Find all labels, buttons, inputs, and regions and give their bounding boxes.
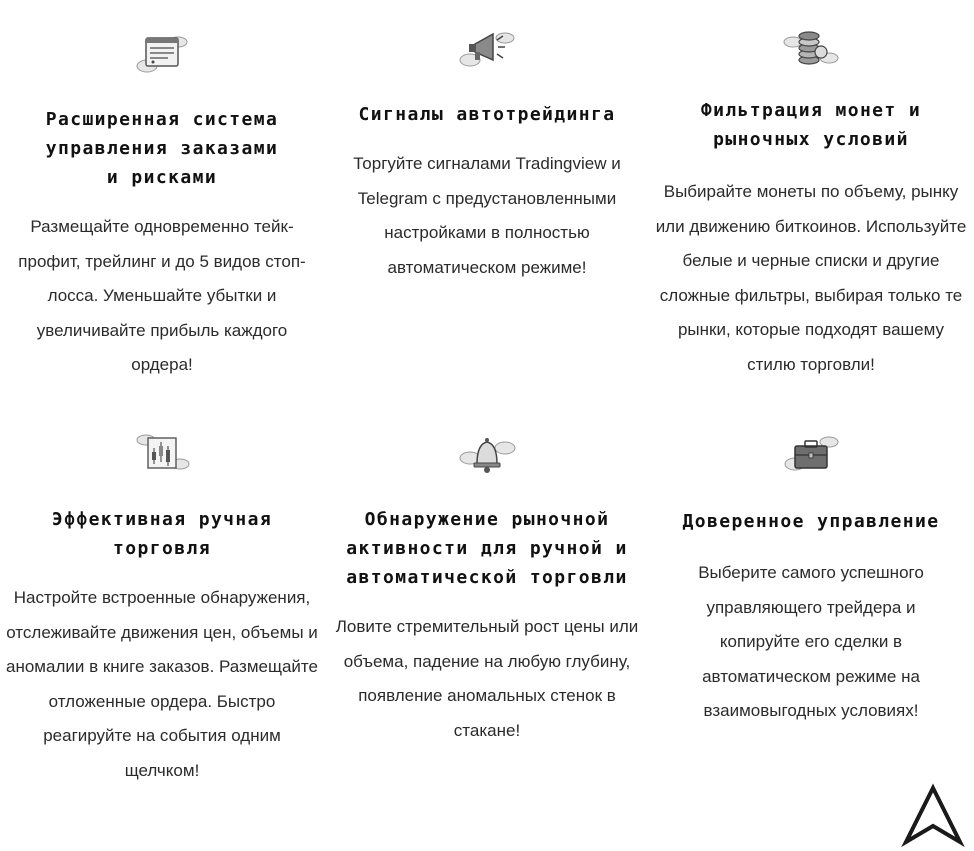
feature-description: Настройте встроенные обнаружения, отслеживайте движения цен, объемы и аномалии в книге заказов. Размещайте отложенные ордера. Быстро реагируйте на события одним щелчком!	[6, 588, 318, 780]
coins-icon	[779, 22, 843, 72]
candlestick-chart-icon	[130, 428, 194, 478]
feature-title: Доверенное управление	[682, 511, 940, 532]
bell-icon	[455, 430, 519, 480]
feature-card-market-activity	[325, 410, 649, 830]
briefcase-icon	[779, 430, 843, 480]
feature-description: Размещайте одновременно тейк-профит, трейлинг и до 5 видов стоп-лосса. Уменьшайте убытки и увеличивайте прибыль каждого ордера!	[18, 217, 306, 374]
arrow-up-icon	[900, 782, 966, 848]
feature-card-order-management	[0, 0, 324, 400]
feature-title: Эффективная ручная торговля	[51, 509, 273, 559]
feature-description: Выберите самого успешного управляющего трейдера и копируйте его сделки в автоматическом режиме на взаимовыгодных условиях!	[698, 563, 924, 720]
feature-title: Сигналы автотрейдинга	[358, 104, 616, 125]
feature-card-coin-filtering	[649, 0, 973, 400]
feature-title: Обнаружение рыночной активности для ручной и автоматической торговли	[346, 509, 628, 588]
feature-card-trusted-management	[649, 410, 973, 830]
feature-title: Расширенная система управления заказами и рисками	[45, 109, 279, 188]
feature-card-autotrading-signals	[325, 0, 649, 400]
feature-title: Фильтрация монет и рыночных условий	[700, 100, 922, 150]
feature-card-manual-trading	[0, 410, 324, 830]
megaphone-icon	[455, 24, 519, 74]
scroll-to-top-button[interactable]	[900, 782, 966, 848]
feature-description: Ловите стремительный рост цены или объема, падение на любую глубину, появление аномальных стенок в стакане!	[335, 617, 639, 740]
feature-description: Выбирайте монеты по объему, рынку или движению биткоинов. Используйте белые и черные списки и другие сложные фильтры, выбирая только те рынки, которые подходят вашему стилю торговли!	[655, 182, 967, 374]
feature-description: Торгуйте сигналами Tradingview и Telegram с предустановленными настройками в полностью автоматическом режиме!	[353, 154, 621, 277]
order-list-icon	[130, 30, 194, 80]
